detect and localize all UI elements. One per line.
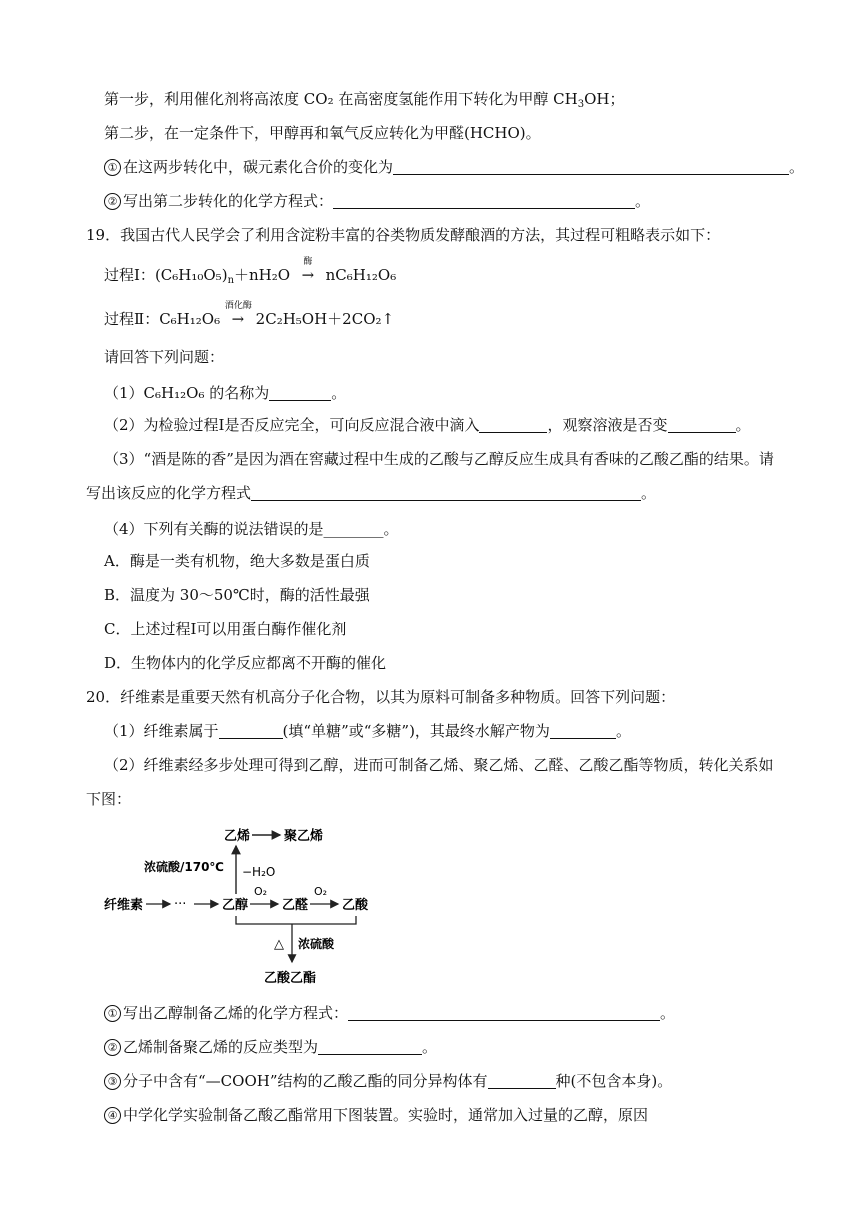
question-19-2-text-2: ，观察溶液是否变 [547,416,668,434]
answer-blank[interactable] [488,1074,556,1089]
reaction-arrow: 酶 → [295,264,321,286]
ethyl-acetate-label: 乙酸乙酯 [264,971,317,986]
co2-formula: CO₂ [303,90,334,108]
oxygen-label-2: O₂ [314,885,328,898]
process-2-product: 2C₂H₅OH＋2CO₂↑ [255,310,395,328]
conversion-diagram [100,818,380,994]
heat-symbol: △ [274,937,284,952]
period: 。 [735,416,751,434]
circle-mark-2: ② [104,1039,121,1056]
question-20-c1-text: 写出乙醇制备乙烯的化学方程式： [123,1004,349,1022]
circle-mark-2: ② [104,193,121,210]
circle-mark-3: ③ [104,1073,121,1090]
question-19-3-text: 写出该反应的化学方程式 [86,484,252,502]
instruction: 请回答下列问题： [104,348,225,366]
question-19-2 [104,414,751,436]
question-20-c3-text-2: 种(不包含本身)。 [555,1072,673,1090]
process-2-equation [104,301,395,330]
oxygen-label-1: O₂ [254,885,268,898]
catalyst-label: 酶 [303,257,313,267]
question-18-2 [104,190,650,212]
question-19-2-text: （2）为检验过程Ⅰ是否反应完全，可向反应混合液中滴入 [104,416,480,434]
cellulose-label: 纤维素 [104,898,144,913]
process-2-label: 过程Ⅱ：C₆H₁₂O₆ [104,310,221,328]
circle-mark-1: ① [104,1005,121,1022]
question-19-1 [104,382,346,404]
period: 。 [789,158,805,176]
option-c: C．上述过程Ⅰ可以用蛋白酶作催化剂 [104,620,347,638]
condition-acid-temp: 浓硫酸/170℃ [144,860,224,874]
question-20-2: （2）纤维素经多步处理可得到乙醇，进而可制备乙烯、聚乙烯、乙醛、乙酸乙酯等物质，转化关系如 [104,756,774,774]
answer-blank[interactable] [550,724,616,739]
reaction-arrow: 酒化酶 → [225,308,251,330]
answer-blank[interactable] [668,418,736,433]
period: 。 [660,1004,676,1022]
question-19-3: （3）“酒是陈的香”是因为酒在窖藏过程中生成的乙酸与乙醇反应生成具有香味的乙酸乙酯的结果。请 [104,450,774,468]
answer-blank[interactable] [269,386,331,401]
answer-blank[interactable] [393,160,789,175]
ethanol-label: 乙醇 [222,898,249,913]
question-19-stem: 19．我国古代人民学会了利用含淀粉丰富的谷类物质发酵酿酒的方法，其过程可粗略表示如下： [86,226,721,244]
answer-blank[interactable] [479,418,547,433]
question-18-1 [104,156,804,178]
step-one-text-2: 在高密度氢能作用下转化为甲醇 CH [338,90,578,108]
period: 。 [422,1038,438,1056]
answer-blank[interactable] [318,1040,422,1055]
question-20-c3 [104,1070,672,1092]
question-20-stem: 20．纤维素是重要天然有机高分子化合物，以其为原料可制备多种物质。回答下列问题： [86,688,676,706]
answer-blank[interactable] [251,486,641,501]
question-19-4: （4）下列有关酶的说法错误的是________。 [104,520,399,538]
ethene-label: 乙烯 [224,829,251,844]
acetaldehyde-label: 乙醛 [282,898,309,913]
option-d: D．生物体内的化学反应都离不开酶的催化 [104,654,387,672]
question-20-c2-text: 乙烯制备聚乙烯的反应类型为 [123,1038,319,1056]
question-20-c3-text: 分子中含有“—COOH”结构的乙酸乙酯的同分异构体有 [123,1072,488,1090]
answer-blank[interactable] [219,724,283,739]
circle-mark-1: ① [104,159,121,176]
process-1-reactant: (C₆H₁₀O₅) [154,266,228,284]
question-20-1-text-2: (填“单糖”或“多糖”)，其最终水解产物为 [282,722,550,740]
period: 。 [331,384,347,402]
question-20-c2 [104,1036,437,1058]
process-1-water: ＋nH₂O [234,266,291,284]
step-two-line: 第二步，在一定条件下，甲醇再和氧气反应转化为甲醛(HCHO)。 [104,124,541,142]
minus-water-label: −H₂O [242,865,276,879]
period: 。 [615,722,631,740]
question-20-2-cont: 下图： [86,790,132,808]
step-one-text-3: OH； [584,90,625,108]
circle-mark-4: ④ [104,1107,121,1124]
bracket-line [236,916,356,924]
process-1-label: 过程Ⅰ： [104,266,155,284]
period: 。 [641,484,657,502]
conc-acid-label: 浓硫酸 [298,937,335,951]
acetic-acid-label: 乙酸 [342,898,369,913]
question-20-c1 [104,1002,675,1024]
question-19-1-text: （1）C₆H₁₂O₆ 的名称为 [104,384,270,402]
polyethene-label: 聚乙烯 [284,829,324,844]
step-one-line: 第一步，利用催化剂将高浓度 CO₂ 在高密度氢能作用下转化为甲醇 $CH_3OH$； [104,90,625,110]
question-20-c4 [104,1104,648,1126]
process-1-product: nC₆H₁₂O₆ [325,266,397,284]
catalyst-label: 酒化酶 [224,301,252,311]
question-19-3-cont [86,482,656,504]
question-20-c4-text: 中学化学实验制备乙酸乙酯常用下图装置。实验时，通常加入过量的乙醇，原因 [123,1106,649,1124]
step-one-text: 第一步，利用催化剂将高浓度 [104,90,300,108]
question-18-2-text: 写出第二步转化的化学方程式： [123,192,334,210]
process-1-equation: 过程Ⅰ：$(C_6H_{10}O_5)_n+nH_2O$ 酶 → nC₆H₁₂O₆ [104,264,396,286]
question-20-1-text: （1）纤维素属于 [104,722,219,740]
answer-blank[interactable] [333,194,635,209]
ellipsis: ··· [174,897,187,912]
option-b: B．温度为 30～50℃时，酶的活性最强 [104,586,370,604]
answer-blank[interactable] [348,1006,660,1021]
option-a: A．酶是一类有机物，绝大多数是蛋白质 [104,552,370,570]
question-18-1-text: 在这两步转化中，碳元素化合价的变化为 [123,158,394,176]
period: 。 [635,192,651,210]
question-20-1 [104,720,631,742]
